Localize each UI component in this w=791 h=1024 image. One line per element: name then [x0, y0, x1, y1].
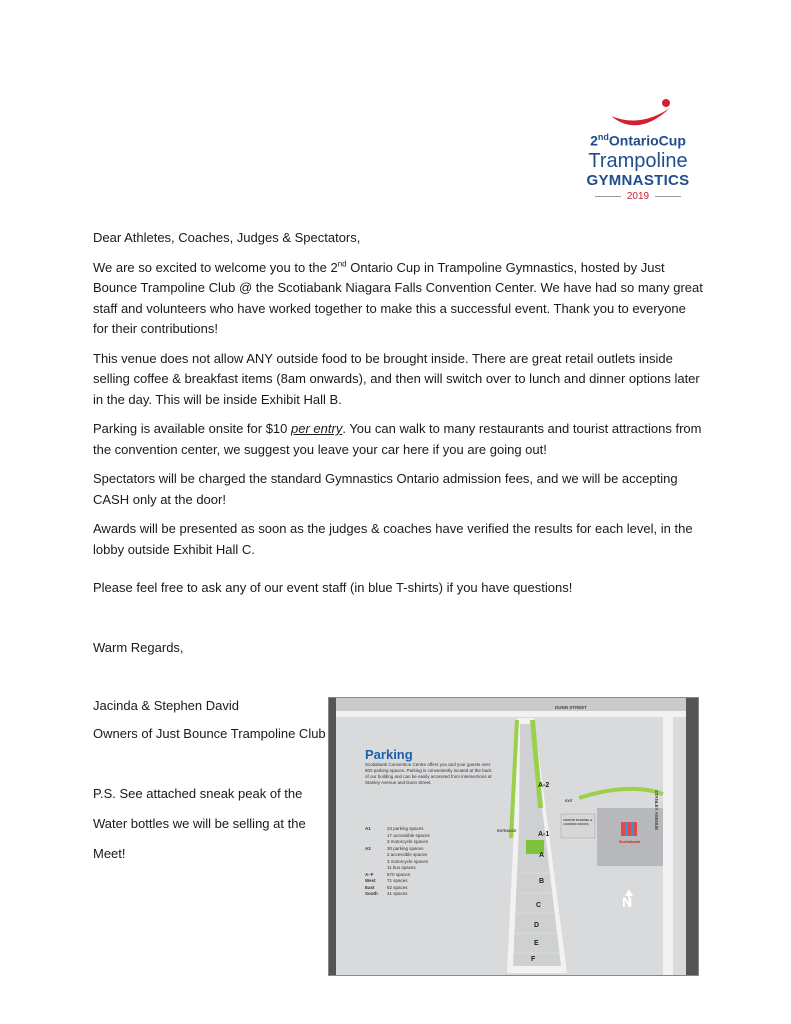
- street-stanley: STANLEY AVENUE: [654, 790, 659, 831]
- greeting: Dear Athletes, Coaches, Judges & Spectators,: [93, 230, 361, 245]
- lot-a: A: [539, 852, 545, 859]
- paragraph-awards: Awards will be presented as soon as the judges & coaches have verified the results for each level, in the lobby outside Exhibit Hall C.: [93, 521, 693, 557]
- loading-docks-label: VISITOR PARKING & LOADING DOCKS: [563, 818, 593, 826]
- swoosh-icon: [578, 98, 698, 134]
- paragraph-welcome: We are so excited to welcome you to the 2nd Ontario Cup in Trampoline Gymnastics, hosted by Just Bounce Trampoline Club @ the Scotiabank Niagara Falls Convention Center. We have had so many great staff and volunteers who have worked together to make this a successful event. Thank you to everyone for their contributions!: [93, 259, 703, 336]
- ps-line-3: Meet!: [93, 846, 126, 861]
- map-title: Parking: [365, 747, 413, 762]
- logo-year: 2019: [578, 191, 698, 202]
- ps-line-2: Water bottles we will be selling at the: [93, 816, 306, 831]
- street-dunn: DUNN STREET: [555, 705, 588, 710]
- lot-e: E: [534, 940, 539, 947]
- paragraph-staff: Please feel free to ask any of our event staff (in blue T-shirts) if you have questions!: [93, 580, 573, 595]
- map-description: Scotiabank Convention Centre offers you and your guests over 800 parking spaces. Parking is conveniently located at the back of our building and can be easily accessed from intersections at Stanley Avenue and Dunn Street.: [365, 762, 492, 785]
- north-indicator: N: [622, 894, 633, 910]
- lot-c: C: [536, 902, 542, 909]
- building-label: Scotiabank: [619, 839, 641, 844]
- legend-row: A1 24 parking spaces 17 accessible spaces 3 motorcycle spaces: [365, 826, 430, 844]
- event-logo: [578, 98, 698, 208]
- legend-row: A–F 570 spaces: [365, 871, 411, 877]
- legend-row: West 71 spaces: [365, 878, 408, 883]
- map-legend: [365, 826, 455, 898]
- legend-row: South 41 spaces: [365, 891, 408, 896]
- entrance-label: ENTRANCE: [497, 829, 517, 833]
- logo-title-line: 2ndOntarioCup: [590, 132, 686, 149]
- exit-label: EXIT: [565, 799, 573, 803]
- lot-a1: A-1: [538, 831, 550, 838]
- parking-map: [328, 697, 699, 976]
- legend-row: A2 30 parking spaces 2 accessible spaces 3 motorcycle spaces 11 bus spaces: [365, 845, 429, 870]
- lot-f: F: [531, 956, 536, 963]
- legend-row: East 62 spaces: [365, 884, 408, 890]
- lot-b: B: [539, 878, 545, 885]
- signature-name: Jacinda & Stephen David: [93, 698, 239, 713]
- lot-a2: A-2: [538, 782, 550, 789]
- paragraph-parking: Parking is available onsite for $10 per entry. You can walk to many restaurants and tourist attractions from the convention center, we suggest you leave your car here if you are going out!: [93, 421, 702, 457]
- paragraph-food: This venue does not allow ANY outside food to be brought inside. There are great retail outlets inside selling coffee & breakfast items (8am onwards), and then will switch over to lunch and dinner options later in the day. This will be inside Exhibit Hall B.: [93, 350, 700, 407]
- letter-body: [93, 228, 703, 569]
- ps-line-1: P.S. See attached sneak peak of the: [93, 786, 303, 801]
- logo-gymnastics: GYMNASTICS: [586, 172, 690, 189]
- logo-trampoline: Trampoline: [588, 150, 688, 172]
- paragraph-admission: Spectators will be charged the standard Gymnastics Ontario admission fees, and we will be accepting CASH only at the door!: [93, 471, 678, 507]
- lot-d: D: [534, 922, 540, 929]
- sign-off: Warm Regards,: [93, 640, 184, 655]
- signature-title: Owners of Just Bounce Trampoline Club: [93, 726, 326, 741]
